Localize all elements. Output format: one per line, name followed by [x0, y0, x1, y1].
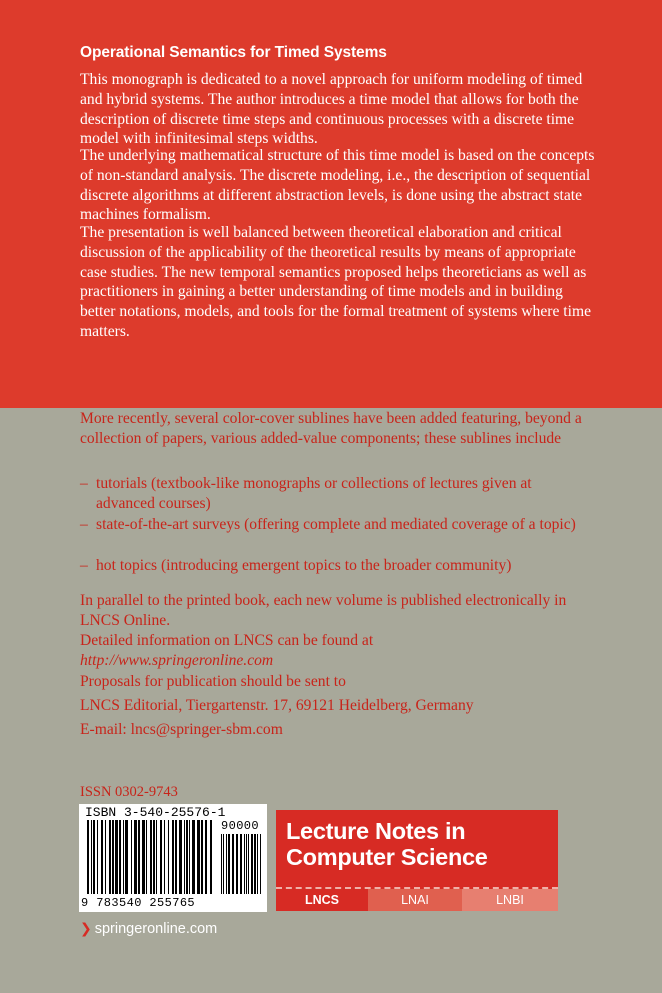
- editorial-address: LNCS Editorial, Tiergartenstr. 17, 69121 Heidelberg, Germany: [80, 697, 474, 714]
- subline-tab-lnai: LNAI: [368, 889, 462, 911]
- description-panel: [0, 0, 662, 408]
- subline-strip: [276, 887, 558, 911]
- website-link[interactable]: http://www.springeronline.com: [80, 651, 274, 669]
- series-logo-line: Computer Science: [286, 844, 488, 870]
- price-code: 90000: [221, 819, 260, 833]
- isbn-number: ISBN 3-540-25576-1: [85, 805, 226, 820]
- book-title-heading: Operational Semantics for Timed Systems: [80, 44, 387, 61]
- subline-tab-lncs: LNCS: [276, 889, 368, 911]
- dash-bullet: –: [80, 475, 88, 492]
- series-logo: [276, 810, 558, 911]
- series-intro-text: More recently, several color-cover sublines have been added featuring, beyond a collection of papers, various added-value components; these sublines include: [80, 410, 582, 447]
- list-item-text: hot topics (introducing emergent topics to the broader community): [96, 557, 512, 574]
- issn-label: ISSN 0302-9743: [80, 784, 178, 800]
- description-paragraph: This monograph is dedicated to a novel approach for uniform modeling of timed and hybrid systems. The author introduces a time model that allows for both the description of discrete time steps and continuous processes with a discrete time model with infinitesimal steps widths.: [80, 71, 583, 148]
- details-text: Detailed information on LNCS can be found at: [80, 632, 374, 649]
- details-info: [80, 631, 600, 671]
- email-contact: E-mail: lncs@springer-sbm.com: [80, 721, 283, 738]
- list-item: [80, 474, 580, 514]
- chevron-right-icon: ❯: [80, 920, 92, 936]
- list-item-text: tutorials (textbook-like monographs or collections of lectures given at advanced courses): [96, 475, 532, 512]
- list-item-text: state-of-the-art surveys (offering complete and mediated coverage of a topic): [96, 516, 576, 533]
- publisher-link-text: springeronline.com: [94, 921, 218, 937]
- ean-number: 9 783540 255765: [81, 896, 196, 910]
- list-item: [80, 556, 580, 576]
- online-info-text: In parallel to the printed book, each new volume is published electronically in LNCS Online.: [80, 592, 567, 629]
- dash-bullet: –: [80, 557, 88, 574]
- list-item: [80, 515, 580, 535]
- description-paragraph: The presentation is well balanced between theoretical elaboration and critical discussion of the applicability of the theoretical results by means of appropriate case studies. The new temporal semantics proposed helps theoreticians as well as practitioners in gaining a better understanding of time models and in building better notations, models, and tools for the formal treatment of systems where time matters.: [80, 224, 591, 340]
- description-paragraph: The underlying mathematical structure of this time model is based on the concepts of non-standard analysis. The discrete modeling, i.e., the description of sequential discrete algorithms at different abstraction levels, is done using the abstract state machines formalism.: [80, 147, 595, 224]
- publisher-link[interactable]: [80, 920, 217, 937]
- isbn-barcode: [79, 804, 267, 912]
- series-logo-title: [286, 818, 556, 870]
- subline-tab-lnbi: LNBI: [462, 889, 558, 911]
- series-logo-line: Lecture Notes in: [286, 818, 466, 844]
- proposals-text: Proposals for publication should be sent to: [80, 673, 346, 690]
- dash-bullet: –: [80, 516, 88, 533]
